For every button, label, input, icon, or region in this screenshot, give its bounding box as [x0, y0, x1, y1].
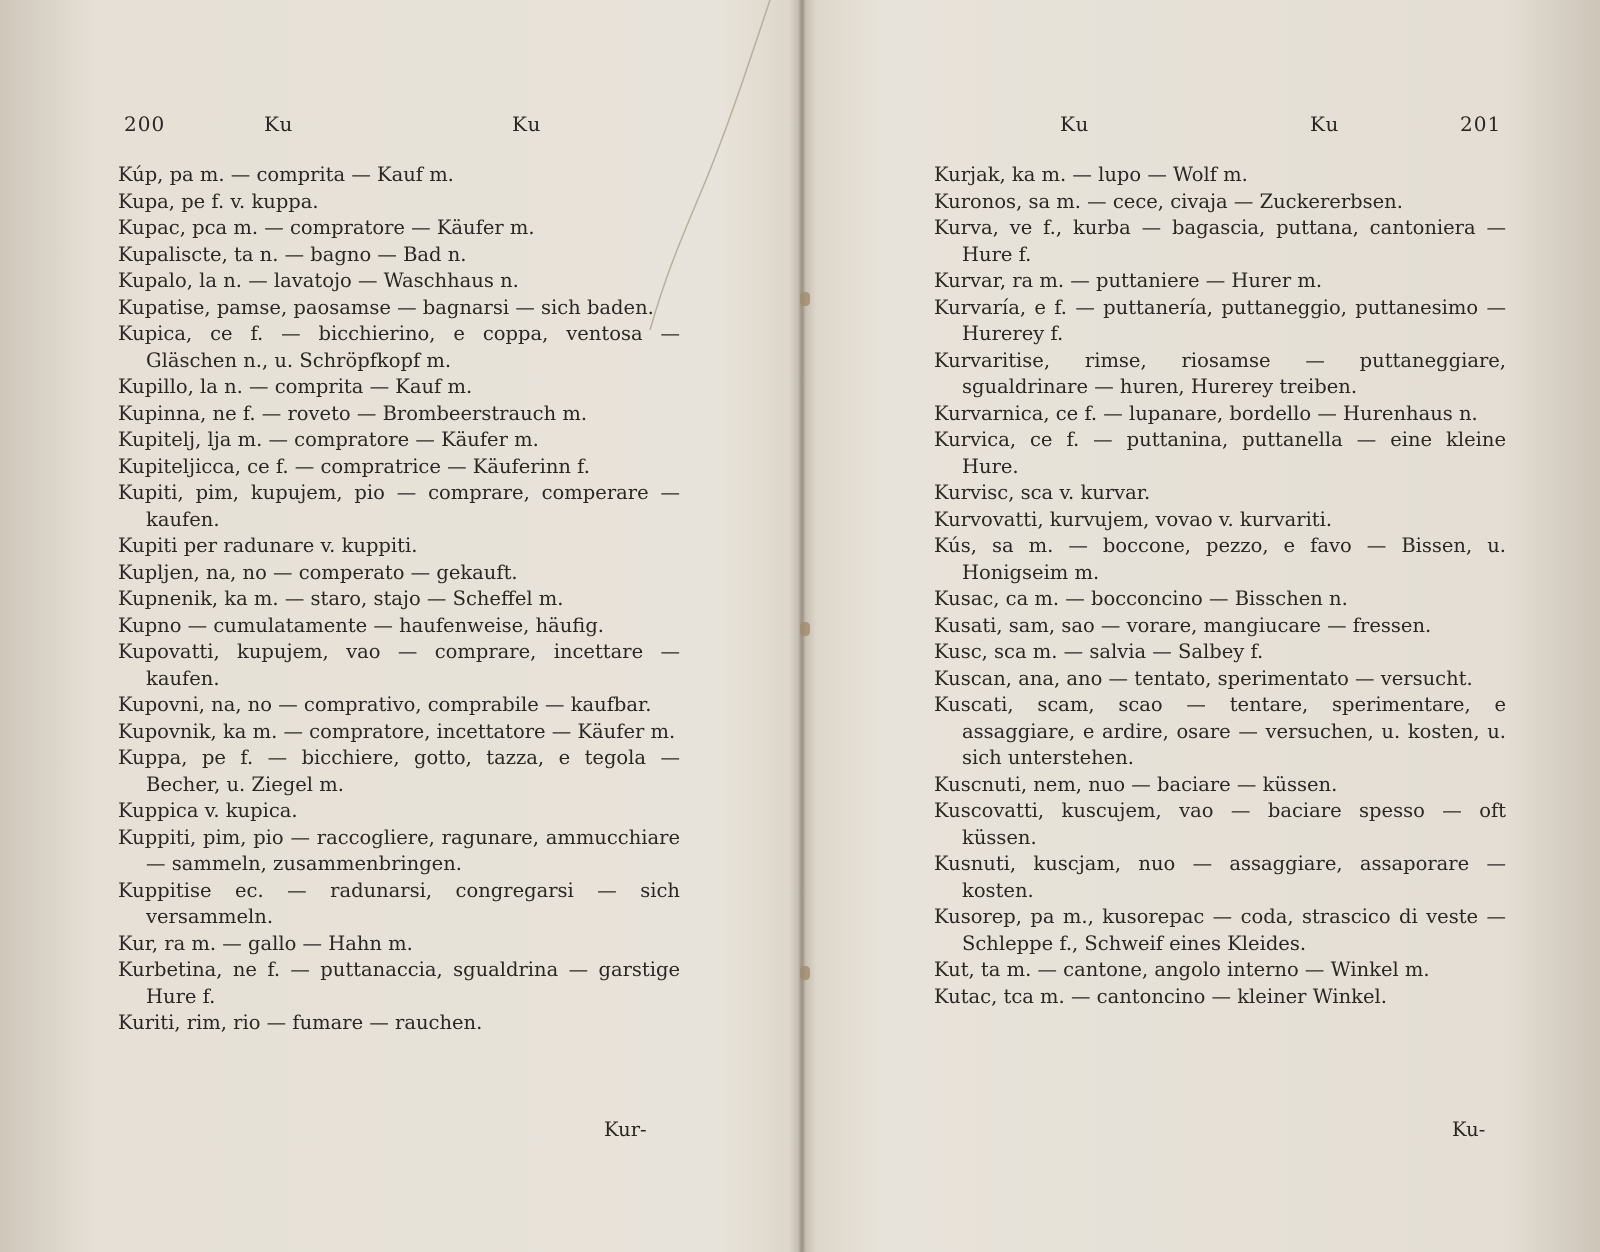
dictionary-entry: Kurvar, ra m. — puttaniere — Hurer m.	[934, 269, 1323, 292]
dictionary-entry: Kur, ra m. — gallo — Hahn m.	[118, 931, 413, 955]
dictionary-entry: Kupatise, pamse, paosamse — bagnarsi — sich baden.	[118, 295, 654, 319]
entry-list	[118, 162, 680, 1037]
dictionary-entry: Kurbetina, ne f. — puttanaccia, sgualdrina — garstige Hure f.	[118, 958, 680, 1008]
dictionary-entry: Kús, sa m. — boccone, pezzo, e favo — Bissen, u. Honigseim m.	[934, 534, 1506, 584]
catchword: Ku-	[1452, 1118, 1486, 1141]
dictionary-entry: Kusati, sam, sao — vorare, mangiucare — fressen.	[934, 613, 1432, 637]
dictionary-entry: Kupnenik, ka m. — staro, stajo — Scheffel m.	[118, 587, 564, 610]
dictionary-entry: Kupovnik, ka m. — compratore, incettatore — Käufer m.	[118, 719, 676, 743]
left-page	[118, 108, 680, 1218]
dictionary-entry: Kurvica, ce f. — puttanina, puttanella — eine kleine Hure.	[934, 428, 1506, 478]
dictionary-entry: Kurvaría, e f. — puttanería, puttaneggio, puttanesimo — Hurerey f.	[934, 295, 1506, 345]
dictionary-entry: Kuronos, sa m. — cece, civaja — Zuckererbsen.	[934, 189, 1403, 213]
catchword: Kur-	[604, 1118, 647, 1141]
dictionary-entry: Kupovni, na, no — comprativo, comprabile — kaufbar.	[118, 693, 652, 716]
dictionary-entry: Kupno — cumulatamente — haufenweise, häufig.	[118, 613, 604, 637]
binding-thread	[800, 966, 810, 980]
dictionary-entry: Kupovatti, kupujem, vao — comprare, incettare — kaufen.	[118, 640, 680, 690]
dictionary-entry: Kupa, pe f. v. kuppa.	[118, 189, 319, 213]
entry-list	[934, 162, 1506, 1010]
dictionary-entry: Kurvovatti, kurvujem, vovao v. kurvariti.	[934, 507, 1333, 531]
page-number: 201	[1460, 112, 1502, 136]
dictionary-entry: Kupitelj, lja m. — compratore — Käufer m.	[118, 428, 539, 451]
page-number: 200	[124, 112, 166, 136]
binding-thread	[800, 622, 810, 636]
dictionary-entry: Kupljen, na, no — comperato — gekauft.	[118, 560, 518, 584]
running-head	[934, 108, 1506, 142]
dictionary-entry: Kupiti per radunare v. kuppiti.	[118, 534, 418, 557]
dictionary-entry: Kupalo, la n. — lavatojo — Waschhaus n.	[118, 269, 519, 292]
right-page	[934, 108, 1506, 1218]
dictionary-entry: Kurvarnica, ce f. — lupanare, bordello — Hurenhaus n.	[934, 401, 1478, 425]
dictionary-entry: Kupinna, ne f. — roveto — Brombeerstrauch m.	[118, 401, 588, 425]
dictionary-entry: Kupiteljicca, ce f. — compratrice — Käuferinn f.	[118, 454, 590, 478]
dictionary-entry: Kusac, ca m. — bocconcino — Bisschen n.	[934, 587, 1348, 610]
dictionary-entry: Kuppica v. kupica.	[118, 799, 298, 822]
dictionary-entry: Kuppiti, pim, pio — raccogliere, ragunare, ammucchiare — sammeln, zusammenbringen.	[118, 825, 680, 875]
dictionary-entry: Kutac, tca m. — cantoncino — kleiner Winkel.	[934, 984, 1387, 1008]
dictionary-entry: Kut, ta m. — cantone, angolo interno — Winkel m.	[934, 958, 1430, 981]
dictionary-entry: Kupiti, pim, kupujem, pio — comprare, comperare — kaufen.	[118, 481, 680, 531]
dictionary-entry: Kusnuti, kuscjam, nuo — assaggiare, assaporare — kosten.	[934, 852, 1506, 902]
dictionary-entry: Kuscnuti, nem, nuo — baciare — küssen.	[934, 772, 1338, 796]
dictionary-entry: Kupac, pca m. — compratore — Käufer m.	[118, 216, 535, 239]
running-head-right: Ku	[512, 112, 542, 136]
running-head	[118, 108, 680, 142]
binding-thread	[800, 292, 810, 306]
dictionary-entry: Kupillo, la n. — comprita — Kauf m.	[118, 375, 473, 398]
dictionary-entry: Kuscan, ana, ano — tentato, sperimentato — versucht.	[934, 666, 1473, 690]
dictionary-entry: Kuriti, rim, rio — fumare — rauchen.	[118, 1011, 483, 1034]
dictionary-entry: Kúp, pa m. — comprita — Kauf m.	[118, 163, 454, 186]
dictionary-entry: Kupaliscte, ta n. — bagno — Bad n.	[118, 242, 467, 266]
dictionary-entry: Kusorep, pa m., kusorepac — coda, strascico di veste — Schleppe f., Schweif eines Kleides.	[934, 905, 1506, 955]
dictionary-entry: Kuscati, scam, scao — tentare, sperimentare, e assaggiare, e ardire, osare — versuchen, u. kosten, u. sich unterstehen.	[934, 693, 1506, 769]
running-head-right: Ku	[1310, 112, 1340, 136]
dictionary-entry: Kurvaritise, rimse, riosamse — puttaneggiare, sgualdrinare — huren, Hurerey treiben.	[934, 348, 1506, 398]
dictionary-entry: Kusc, sca m. — salvia — Salbey f.	[934, 640, 1264, 663]
dictionary-entry: Kuppitise ec. — radunarsi, congregarsi — sich versammeln.	[118, 878, 680, 928]
running-head-left: Ku	[264, 112, 294, 136]
dictionary-entry: Kurvisc, sca v. kurvar.	[934, 481, 1151, 504]
dictionary-entry: Kurjak, ka m. — lupo — Wolf m.	[934, 163, 1248, 186]
dictionary-entry: Kuscovatti, kuscujem, vao — baciare spesso — oft küssen.	[934, 799, 1506, 849]
dictionary-entry: Kupica, ce f. — bicchierino, e coppa, ventosa — Gläschen n., u. Schröpfkopf m.	[118, 322, 680, 372]
dictionary-entry: Kurva, ve f., kurba — bagascia, puttana, cantoniera — Hure f.	[934, 216, 1506, 266]
dictionary-entry: Kuppa, pe f. — bicchiere, gotto, tazza, e tegola — Becher, u. Ziegel m.	[118, 746, 680, 796]
running-head-left: Ku	[1060, 112, 1090, 136]
